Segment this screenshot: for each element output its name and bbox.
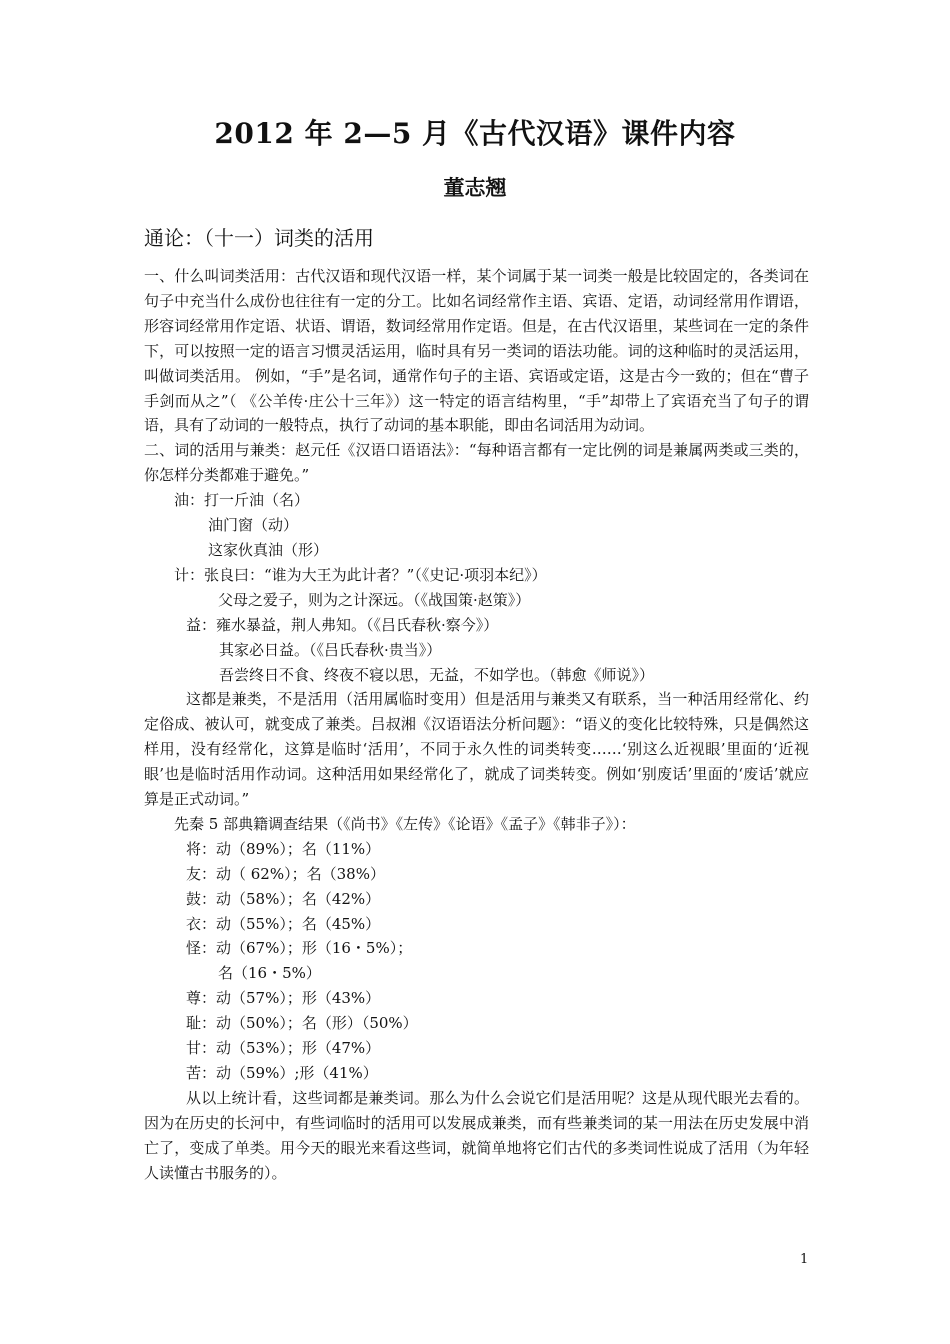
paragraph-lu-shuxiang: 这都是兼类，不是活用（活用属临时变用）但是活用与兼类又有联系，当一种活用经常化、约定俗成、被认可，就变成了兼类。吕叔湘《汉语语法分析问题》：“语义的变化比较特殊，只是偶然这样用，没有经常化，这算是临时‘活用’，不同于永久性的词类转变……‘别这么近视眼’里面的‘近视眼’也是临时活用作动词。这种活用如果经常化了，就成了词类转变。例如‘别废话’里面的‘废话’就应算是正式动词。” bbox=[144, 690, 809, 809]
example-line: 油：打一斤油（名） bbox=[174, 491, 310, 510]
stat-line: 友：动（ 62%）；名（38%） bbox=[186, 864, 385, 883]
stat-line: 耻：动（50%）；名（形）（50%） bbox=[186, 1014, 418, 1033]
example-line: 其家必日益。（《吕氏春秋·贵当》） bbox=[219, 640, 442, 659]
document-title: 2012 年 2—5 月《古代汉语》课件内容 bbox=[214, 117, 736, 150]
example-line: 这家伙真油（形） bbox=[208, 540, 329, 559]
paragraph-conversion: 二、词的活用与兼类：赵元任《汉语口语语法》：“每种语言都有一定比例的词是兼属两类或三类的，你怎样分类都难于避免。” bbox=[144, 441, 809, 485]
document-body bbox=[144, 264, 809, 1186]
example-line: 益：雍水暴益，荆人弗知。（《吕氏春秋·察今》） bbox=[186, 615, 499, 634]
stat-line: 苦：动（59%）;形（41%） bbox=[186, 1064, 378, 1082]
stat-line: 怪：动（67%）；形（16・5%）； bbox=[186, 939, 413, 958]
stat-line: 甘：动（53%）；形（47%） bbox=[186, 1039, 381, 1058]
stat-line: 衣：动（55%）；名（45%） bbox=[186, 914, 381, 933]
example-line: 计：张良曰：“谁为大王为此计者？”（《史记·项羽本纪》） bbox=[174, 565, 547, 584]
page-number: 1 bbox=[800, 1252, 809, 1267]
stat-line: 鼓：动（58%）；名（42%） bbox=[186, 889, 381, 908]
paragraph-survey: 先秦 5 部典籍调查结果（《尚书》《左传》《论语》《孟子》《韩非子》）： bbox=[174, 814, 636, 833]
stat-line: 名（16・5%） bbox=[218, 964, 321, 983]
stat-line: 将：动（89%）；名（11%） bbox=[186, 839, 381, 858]
paragraph-conclusion: 从以上统计看，这些词都是兼类词。那么为什么会说它们是活用呢？这是从现代眼光去看的。因为在历史的长河中，有些词临时的活用可以发展成兼类，而有些兼类词的某一用法在历史发展中消亡了，变成了单类。用今天的眼光来看这些词，就简单地将它们古代的多类词性说成了活用（为年轻人读懂古书服务的）。 bbox=[144, 1088, 809, 1182]
section-heading: 通论：（十一）词类的活用 bbox=[144, 226, 374, 250]
paragraph-definition: 一、什么叫词类活用：古代汉语和现代汉语一样，某个词属于某一词类一般是比较固定的，各类词在句子中充当什么成份也往往有一定的分工。比如名词经常作主语、宾语、定语，动词经常用作谓语，形容词经常用作定语、状语、谓语，数词经常用作定语。但是，在古代汉语里，某些词在一定的条件下，可以按照一定的语言习惯灵活运用，临时具有另一类词的语法功能。词的这种临时的灵活运用，叫做词类活用。 例如，“手”是名词，通常作句子的主语、宾语或定语，这是古今一致的；但在“曹子手剑而从之”（ 《公羊传·庄公十三年》）这一特定的语言结构里，“手”却带上了宾语充当了句子的谓语，具有了动词的一般特点，执行了动词的基本职能，即由名词活用为动词。 bbox=[144, 267, 809, 435]
example-line: 油门窗（动） bbox=[208, 516, 299, 535]
example-line: 父母之爱子，则为之计深远。（《战国策·赵策》） bbox=[218, 590, 531, 609]
stat-line: 尊：动（57%）；形（43%） bbox=[186, 989, 381, 1008]
example-line: 吾尝终日不食、终夜不寝以思，无益，不如学也。（韩愈《师说》） bbox=[219, 665, 655, 684]
author-name: 董志翘 bbox=[443, 176, 507, 200]
